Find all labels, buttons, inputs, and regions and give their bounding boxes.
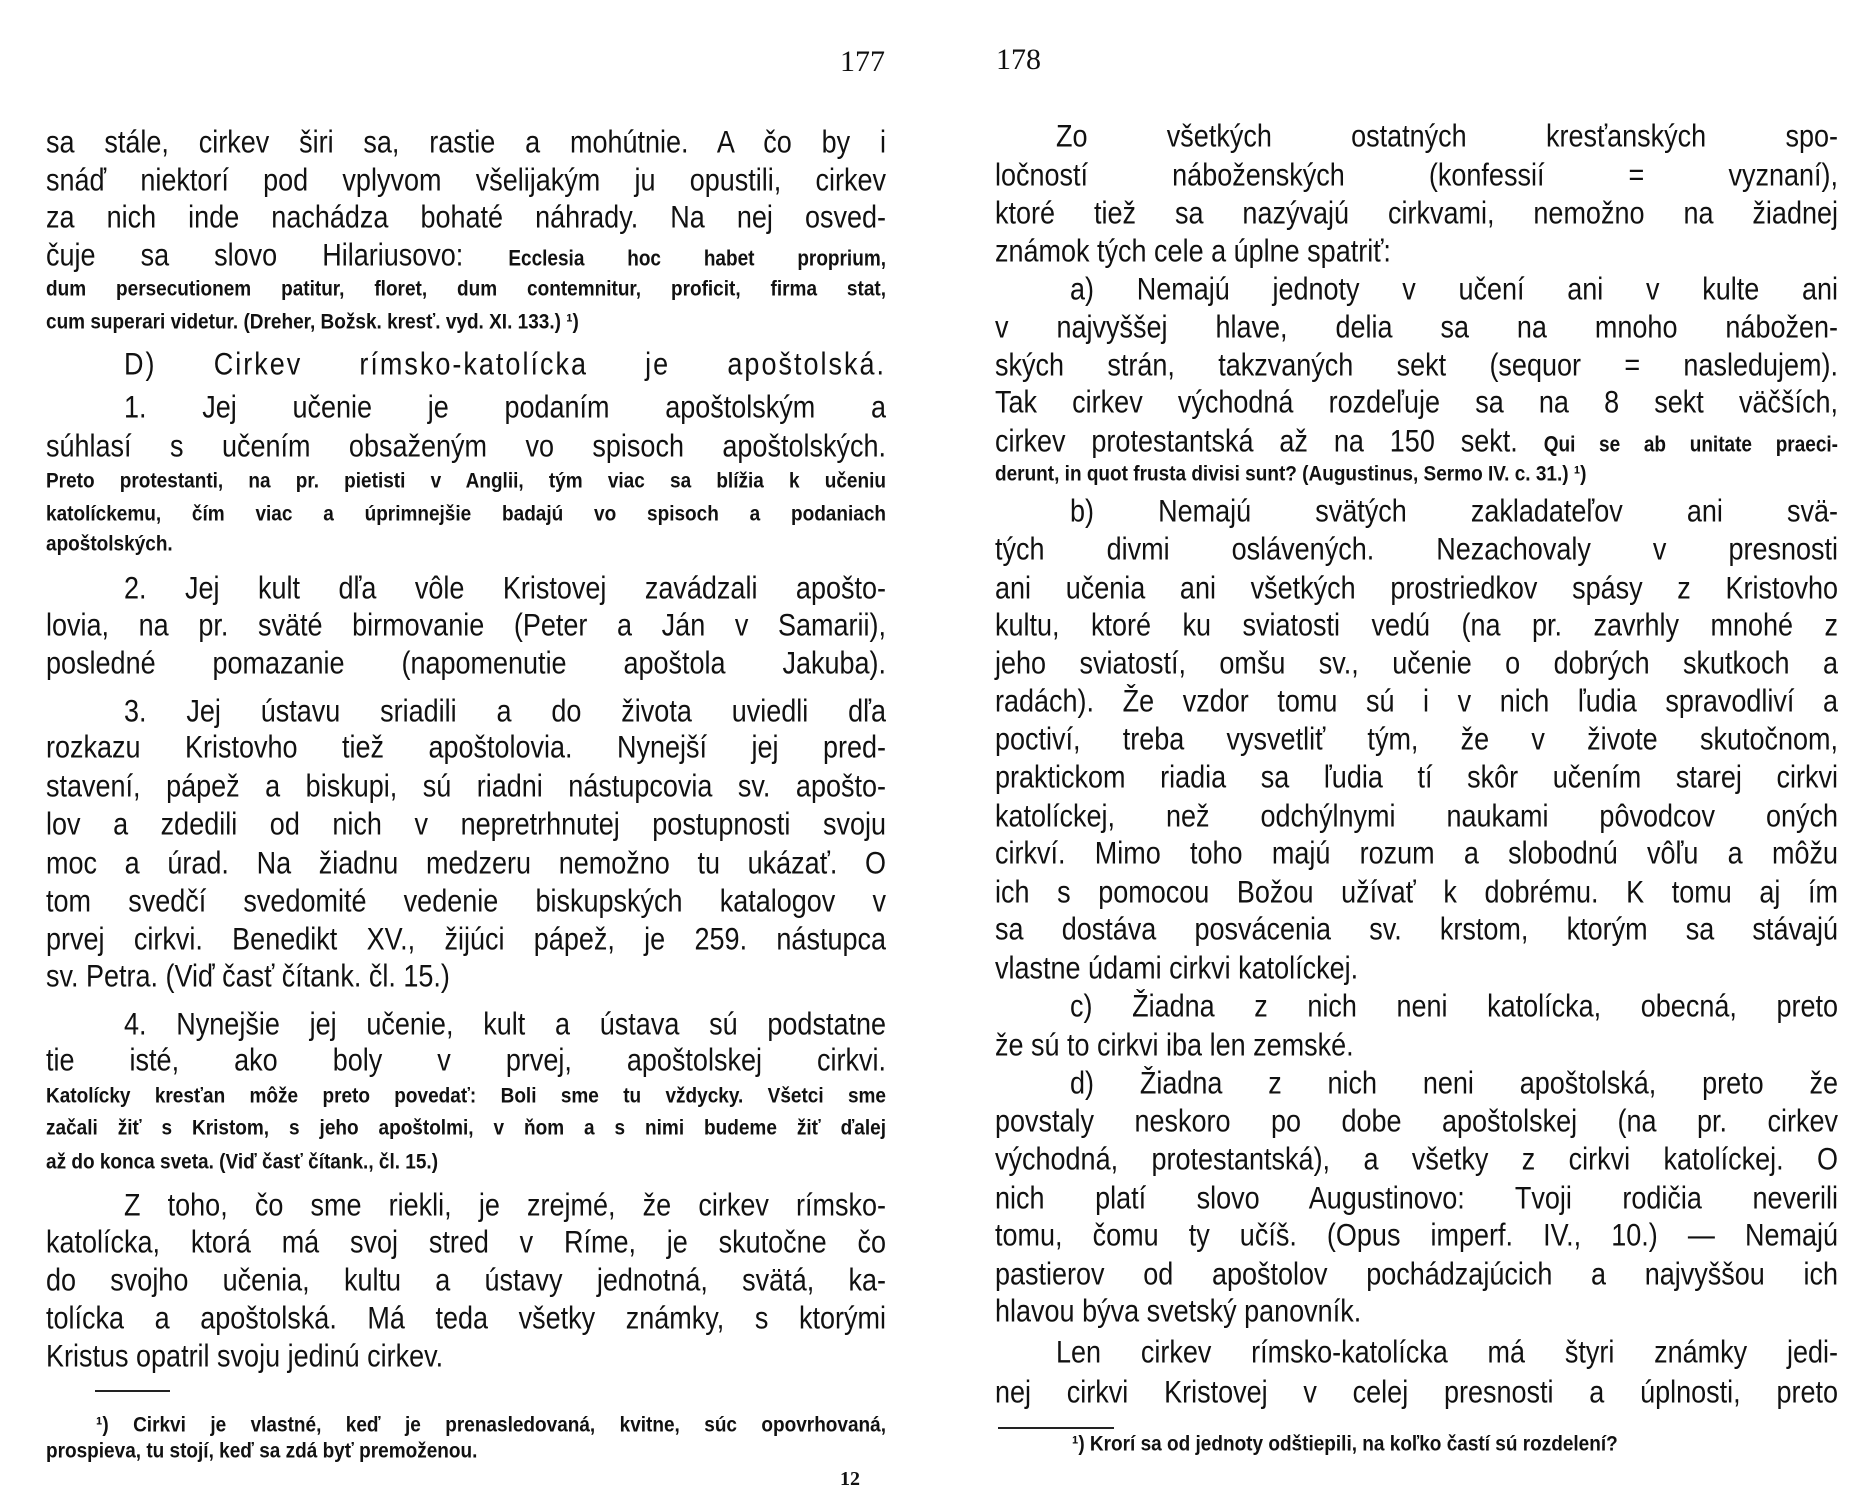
text-line: a) Nemajú jednoty v učení ani v kulte ani: [1070, 271, 1838, 307]
text-line: Preto protestanti, na pr. pietisti v Anglii, tým viac sa blížia k učeniu: [46, 469, 886, 494]
text-line: tých divmi oslávených. Nezachovaly v presnosti: [995, 531, 1838, 568]
text-line: vlastne údami cirkvi katolíckej.: [995, 949, 1359, 986]
text-line: Len cirkev rímsko-katolícka má štyri známky jedi-: [1056, 1334, 1838, 1370]
page-number: 177: [840, 45, 885, 78]
text-segment: cirkev protestantská až na 150 sekt.: [995, 423, 1544, 459]
text-line: rozkazu Kristovho tiež apoštolovia. Nynejší jej pred-: [46, 729, 886, 765]
text-line: ských strán, takzvaných sekt (sequor = nasledujem).: [995, 347, 1838, 383]
text-line: snáď niektorí pod vplyvom všelijakým ju opustili, cirkev: [46, 161, 886, 198]
text-line: do svojho učenia, kultu a ústavy jednotná, svätá, ka-: [46, 1262, 886, 1298]
text-line: 2. Jej kult dľa vôle Kristovej zavádzali apošto-: [124, 570, 886, 606]
text-line: stavení, pápež a biskupi, sú riadni nástupcovia sv. apošto-: [46, 767, 886, 804]
text-line: D) Cirkev rímsko-katolícka je apoštolská.: [124, 346, 886, 382]
text-line: kultu, ktoré ku sviatosti vedú (na pr. zavrhly mnohé z: [995, 607, 1838, 644]
text-line: tolícka a apoštolská. Má teda všetky známky, s ktorými: [46, 1300, 886, 1336]
text-line: posledné pomazanie (napomenutie apoštola Jakuba).: [46, 645, 886, 681]
text-line: sa stále, cirkev širi sa, rastie a mohútnie. A čo by i: [46, 124, 886, 160]
text-line: nej cirkvi Kristovej v celej presnosti a úplnosti, preto: [995, 1374, 1838, 1410]
text-line: katolíckemu, čím viac a úprimnejšie badajú vo spisoch a podaniach: [46, 502, 886, 526]
text-line: b) Nemajú svätých zakladateľov ani svä-: [1070, 493, 1838, 529]
text-line: povstaly neskoro po dobe apoštolskej (na pr. cirkev: [995, 1102, 1838, 1139]
text-line: Zo všetkých ostatných kresťanských spo-: [1056, 118, 1838, 154]
text-line: tom svedčí svedomité vedenie biskupských katalogov v: [46, 883, 886, 920]
text-line: dum persecutionem patitur, floret, dum contemnitur, proficit, firma stat,: [46, 278, 886, 302]
latin-quote-segment: Qui se ab unitate praeci-: [1543, 432, 1838, 458]
text-line: c) Žiadna z nich neni katolícka, obecná, preto: [1070, 988, 1838, 1024]
text-line: 4. Nynejšie jej učenie, kult a ústava sú podstatne: [124, 1006, 886, 1042]
text-line: až do konca sveta. (Viď časť čítank., čl. 15.): [46, 1150, 439, 1175]
text-line: Katolícky kresťan môže preto povedať: Boli sme tu vždycky. Všetci sme: [46, 1084, 886, 1108]
text-line: cum superari videtur. (Dreher, Božsk. kresť. vyd. XI. 133.) ¹): [46, 310, 579, 335]
footnote-line: ¹) Cirkvi je vlastné, keď je prenasledovaná, kvitne, súc opovrhovaná,: [96, 1413, 886, 1437]
text-line: sa dostáva posvácenia sv. krstom, ktorým sa stávajú: [995, 911, 1838, 947]
text-line: sv. Petra. (Viď časť čítank. čl. 15.): [46, 958, 450, 994]
footnote-line: prospieva, tu stojí, keď sa zdá byť premoženou.: [46, 1439, 478, 1464]
page-number: 178: [996, 43, 1041, 76]
text-line: prvej cirkvi. Benedikt XV., žijúci pápež, je 259. nástupca: [46, 920, 886, 957]
text-line: derunt, in quot frusta divisi sunt? (Augustinus, Sermo IV. c. 31.) ¹): [995, 462, 1587, 486]
text-line: poctiví, treba vysvetliť tým, že v živote skutočnom,: [995, 720, 1838, 757]
text-segment: čuje sa slovo Hilariusovo:: [46, 237, 509, 274]
text-line: jeho sviatostí, omšu sv., učenie o dobrých skutkoch a: [995, 645, 1838, 681]
text-line: východná, protestantská), a všetky z cirkvi katolíckej. O: [995, 1141, 1838, 1177]
text-line: Z toho, čo sme riekli, je zrejmé, že cirkev rímsko-: [124, 1187, 886, 1223]
text-line: [995, 420, 1838, 462]
text-line: [46, 234, 886, 276]
text-line: hlavou býva svetský panovník.: [995, 1293, 1362, 1329]
text-line: lovia, na pr. sväté birmovanie (Peter a Ján v Samarii),: [46, 607, 886, 644]
text-line: začali žiť s Kristom, s jeho apoštolmi, v ňom a s nimi budeme žiť ďalej: [46, 1116, 886, 1141]
text-line: 3. Jej ústavu sriadili a do života uviedli dľa: [124, 693, 886, 729]
footnote-line: ¹) Krorí sa od jednoty odštiepili, na koľko častí sú rozdelení?: [1072, 1432, 1618, 1456]
text-line: v najvyššej hlave, delia sa na mnoho nábožen-: [995, 308, 1838, 345]
text-line: že sú to cirkvi iba len zemské.: [995, 1027, 1354, 1063]
text-line: lov a zdedili od nich v nepretrhnutej postupnosti svoju: [46, 806, 886, 842]
footnote-rule: [95, 1390, 170, 1392]
text-line: známok tých cele a úplne spatriť:: [995, 232, 1391, 269]
text-line: 1. Jej učenie je podaním apoštolským a: [124, 389, 886, 425]
text-line: nich platí slovo Augustinovo: Tvoji rodičia neverili: [995, 1180, 1838, 1216]
signature-mark: 12: [840, 1468, 860, 1490]
text-line: za nich inde nachádza bohaté náhrady. Na nej osved-: [46, 199, 886, 235]
text-line: katolíckej, než odchýlnymi naukami pôvodcov oných: [995, 798, 1838, 834]
text-line: pastierov od apoštolov pochádzajúcich a najvyššou ich: [995, 1255, 1838, 1292]
text-line: ktoré tiež sa nazývajú cirkvami, nemožno na žiadnej: [995, 195, 1838, 231]
text-line: ich s pomocou Božou užívať k dobrému. K tomu aj ím: [995, 873, 1838, 910]
text-line: tomu, čomu ty učíš. (Opus imperf. IV., 10.) — Nemajú: [995, 1217, 1838, 1253]
text-line: Tak cirkev východná rozdeľuje sa na 8 sekt väčších,: [995, 384, 1838, 421]
text-line: radách). Že vzdor tomu sú i v nich ľudia spravodliví a: [995, 683, 1838, 719]
text-line: katolícka, ktorá má svoj stred v Ríme, je skutočne čo: [46, 1224, 886, 1261]
text-line: súhlasí s učením obsaženým vo spisoch apoštolských.: [46, 428, 886, 464]
text-line: ani učenia ani všetkých prostriedkov spásy z Kristovho: [995, 570, 1838, 606]
text-line: moc a úrad. Na žiadnu medzeru nemožno tu ukázať. O: [46, 845, 886, 881]
text-line: cirkví. Mimo toho majú rozum a slobodnú vôľu a môžu: [995, 835, 1838, 871]
text-line: d) Žiadna z nich neni apoštolská, preto že: [1070, 1065, 1838, 1101]
text-line: praktickom riadia sa ľudia tí skôr učením starej cirkvi: [995, 759, 1838, 795]
text-line: apoštolských.: [46, 532, 173, 556]
text-line: tie isté, ako boly v prvej, apoštolskej cirkvi.: [46, 1042, 886, 1079]
text-line: ločností náboženských (konfessií = vyznaní),: [995, 157, 1838, 193]
latin-quote-segment: Ecclesia hoc habet proprium,: [508, 247, 886, 272]
text-line: Kristus opatril svoju jedinú cirkev.: [46, 1337, 444, 1374]
